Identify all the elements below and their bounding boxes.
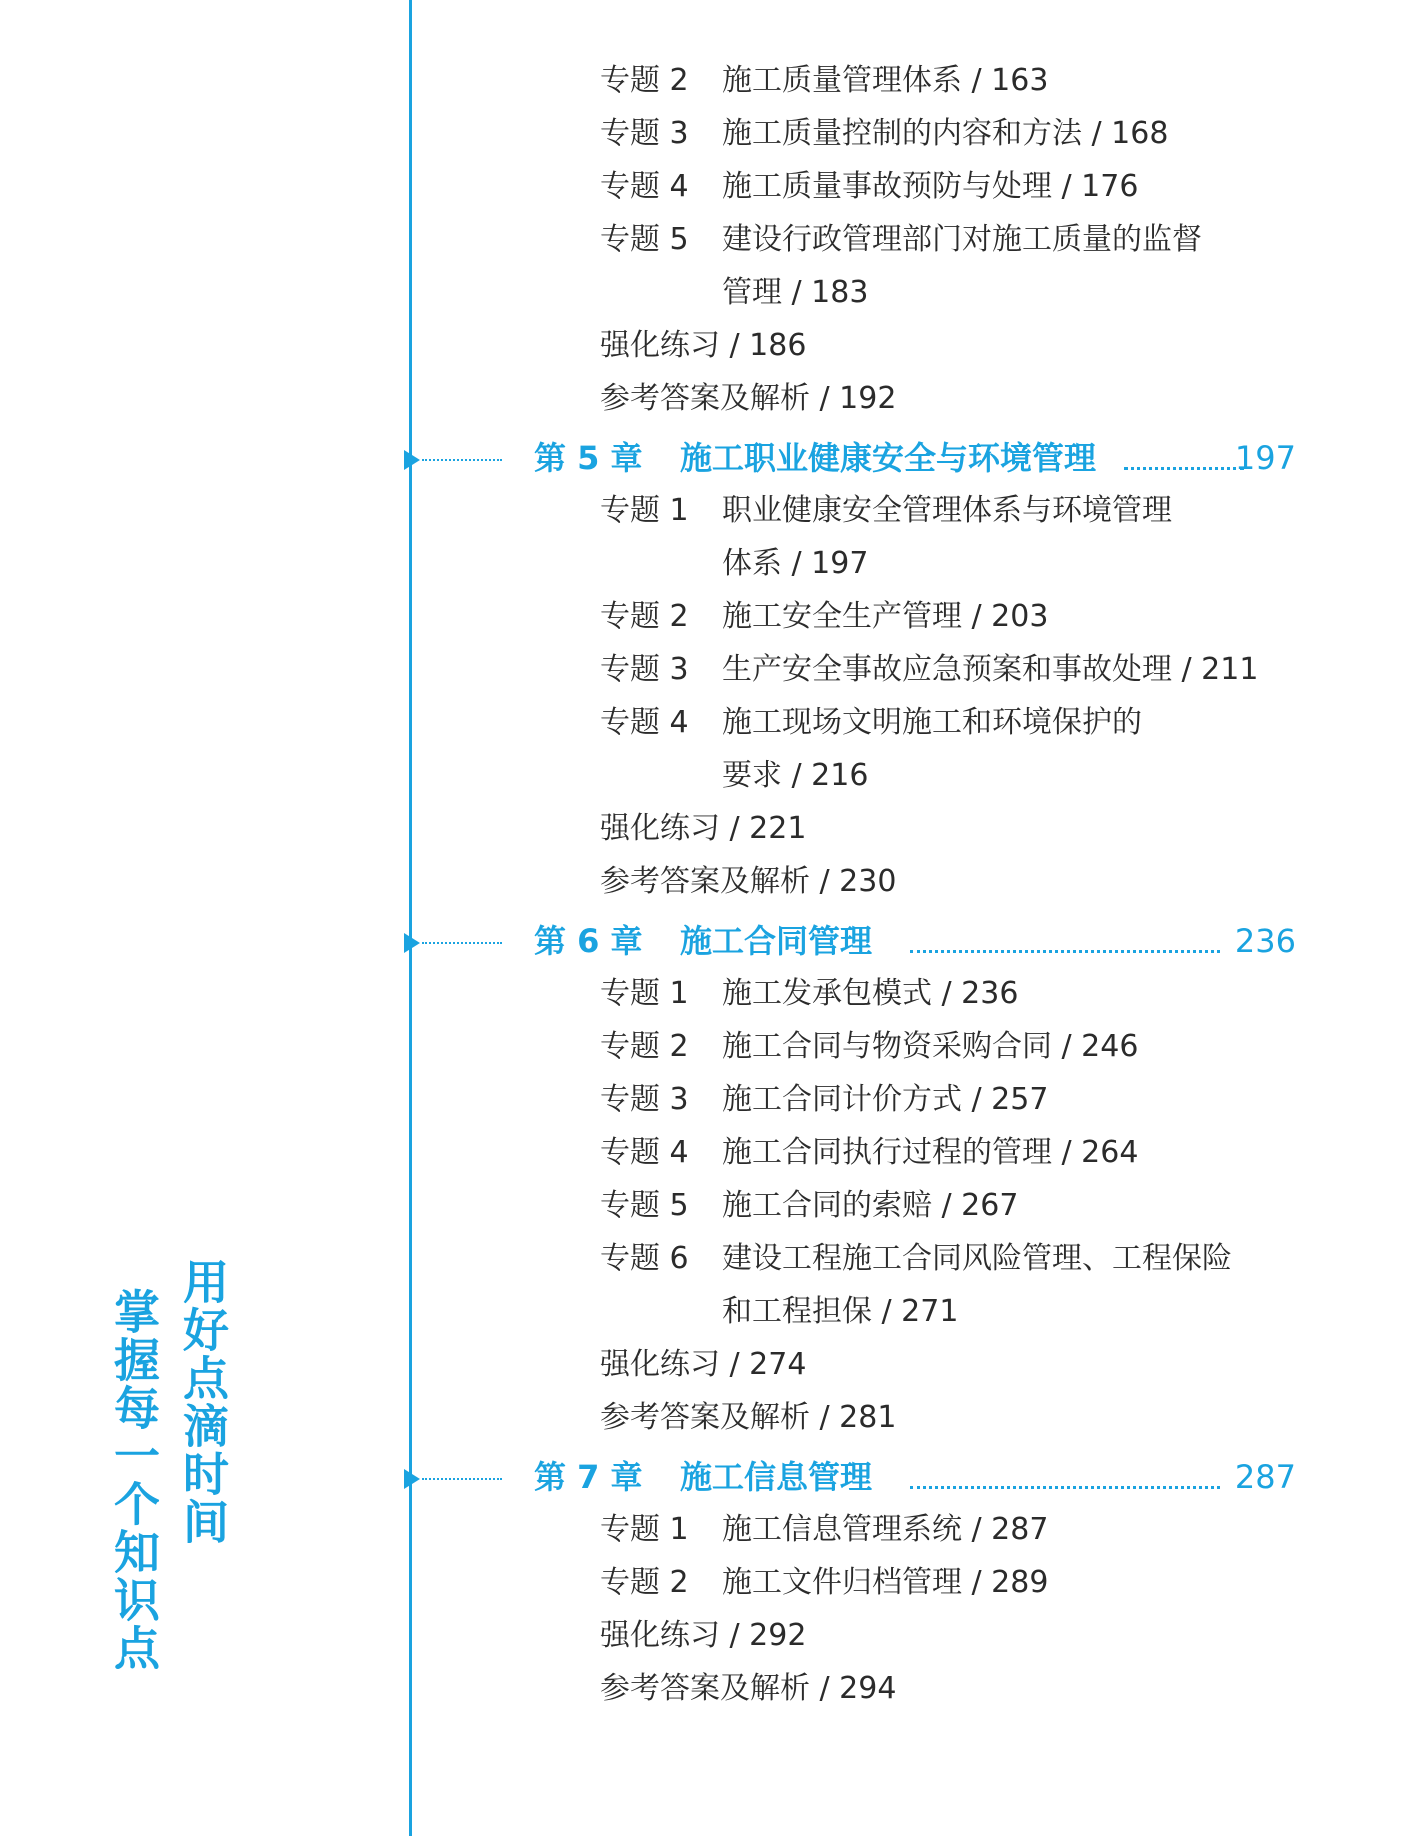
chapter-page: 236 bbox=[1234, 922, 1296, 960]
marker-dots bbox=[422, 942, 502, 944]
topic-title: 管理 / 183 bbox=[722, 275, 869, 310]
topic-number: 专题 4 bbox=[600, 1135, 689, 1170]
exercise-title: 强化练习 / 221 bbox=[600, 811, 807, 846]
chapter-heading-7[interactable] bbox=[534, 1455, 1296, 1499]
slogan-line-1: 用好点滴时间 bbox=[176, 1258, 230, 1546]
topic-title: 施工信息管理系统 / 287 bbox=[722, 1512, 1049, 1547]
topic-title: 生产安全事故应急预案和事故处理 / 211 bbox=[722, 652, 1259, 687]
topic-title: 施工文件归档管理 / 289 bbox=[722, 1565, 1049, 1600]
vertical-rule bbox=[409, 0, 412, 1836]
topic-number: 专题 2 bbox=[600, 1565, 689, 1600]
topic-title: 施工现场文明施工和环境保护的 bbox=[722, 705, 1142, 740]
chapter-number: 第 7 章 bbox=[534, 1458, 643, 1496]
triangle-pointer-icon bbox=[404, 933, 420, 953]
chapter-page: 197 bbox=[1234, 439, 1296, 477]
triangle-pointer-icon bbox=[404, 1469, 420, 1489]
marker-dots bbox=[422, 459, 502, 461]
topic-number: 专题 4 bbox=[600, 169, 689, 204]
leader-dots bbox=[910, 950, 1220, 953]
chapter-number: 第 6 章 bbox=[534, 922, 643, 960]
chapter-title: 施工合同管理 bbox=[680, 922, 873, 960]
topic-number: 专题 5 bbox=[600, 1188, 689, 1223]
topic-number: 专题 1 bbox=[600, 1512, 689, 1547]
answers-title: 参考答案及解析 / 281 bbox=[600, 1400, 897, 1435]
topic-number: 专题 3 bbox=[600, 652, 689, 687]
topic-title: 建设工程施工合同风险管理、工程保险 bbox=[722, 1241, 1232, 1276]
exercise-title: 强化练习 / 274 bbox=[600, 1347, 807, 1382]
leader-dots bbox=[910, 1486, 1220, 1489]
slogan-line-2: 掌握每一个知识点 bbox=[107, 1288, 161, 1672]
chapter-page: 287 bbox=[1234, 1458, 1296, 1496]
topic-title: 施工合同计价方式 / 257 bbox=[722, 1082, 1049, 1117]
topic-number: 专题 6 bbox=[600, 1241, 689, 1276]
exercise-title: 强化练习 / 292 bbox=[600, 1618, 807, 1653]
chapter-marker bbox=[404, 450, 500, 470]
topic-title: 施工质量事故预防与处理 / 176 bbox=[722, 169, 1139, 204]
topic-number: 专题 2 bbox=[600, 599, 689, 634]
leader-dots bbox=[1124, 467, 1244, 470]
topic-number: 专题 1 bbox=[600, 976, 689, 1011]
topic-title: 施工发承包模式 / 236 bbox=[722, 976, 1019, 1011]
topic-title: 建设行政管理部门对施工质量的监督 bbox=[722, 222, 1202, 257]
topic-title: 施工安全生产管理 / 203 bbox=[722, 599, 1049, 634]
chapter-heading-5[interactable] bbox=[534, 436, 1296, 480]
exercise-title: 强化练习 / 186 bbox=[600, 328, 807, 363]
topic-title: 体系 / 197 bbox=[722, 546, 869, 581]
topic-title: 施工质量控制的内容和方法 / 168 bbox=[722, 116, 1169, 151]
chapter-title: 施工信息管理 bbox=[680, 1458, 873, 1496]
topic-number: 专题 1 bbox=[600, 493, 689, 528]
topic-title: 施工质量管理体系 / 163 bbox=[722, 63, 1049, 98]
marker-dots bbox=[422, 1478, 502, 1480]
chapter-number: 第 5 章 bbox=[534, 439, 643, 477]
topic-title: 施工合同执行过程的管理 / 264 bbox=[722, 1135, 1139, 1170]
triangle-pointer-icon bbox=[404, 450, 420, 470]
chapter-heading-6[interactable] bbox=[534, 919, 1296, 963]
topic-number: 专题 2 bbox=[600, 63, 689, 98]
answers-title: 参考答案及解析 / 192 bbox=[600, 381, 897, 416]
topic-title: 施工合同的索赔 / 267 bbox=[722, 1188, 1019, 1223]
topic-title: 施工合同与物资采购合同 / 246 bbox=[722, 1029, 1139, 1064]
topic-number: 专题 2 bbox=[600, 1029, 689, 1064]
topic-number: 专题 5 bbox=[600, 222, 689, 257]
topic-number: 专题 3 bbox=[600, 116, 689, 151]
topic-number: 专题 3 bbox=[600, 1082, 689, 1117]
chapter-marker bbox=[404, 1469, 500, 1489]
topic-title: 和工程担保 / 271 bbox=[722, 1294, 959, 1329]
chapter-title: 施工职业健康安全与环境管理 bbox=[680, 439, 1097, 477]
topic-title: 职业健康安全管理体系与环境管理 bbox=[722, 493, 1172, 528]
topic-title: 要求 / 216 bbox=[722, 758, 869, 793]
chapter-marker bbox=[404, 933, 500, 953]
answers-title: 参考答案及解析 / 230 bbox=[600, 864, 897, 899]
topic-number: 专题 4 bbox=[600, 705, 689, 740]
answers-title: 参考答案及解析 / 294 bbox=[600, 1671, 897, 1706]
